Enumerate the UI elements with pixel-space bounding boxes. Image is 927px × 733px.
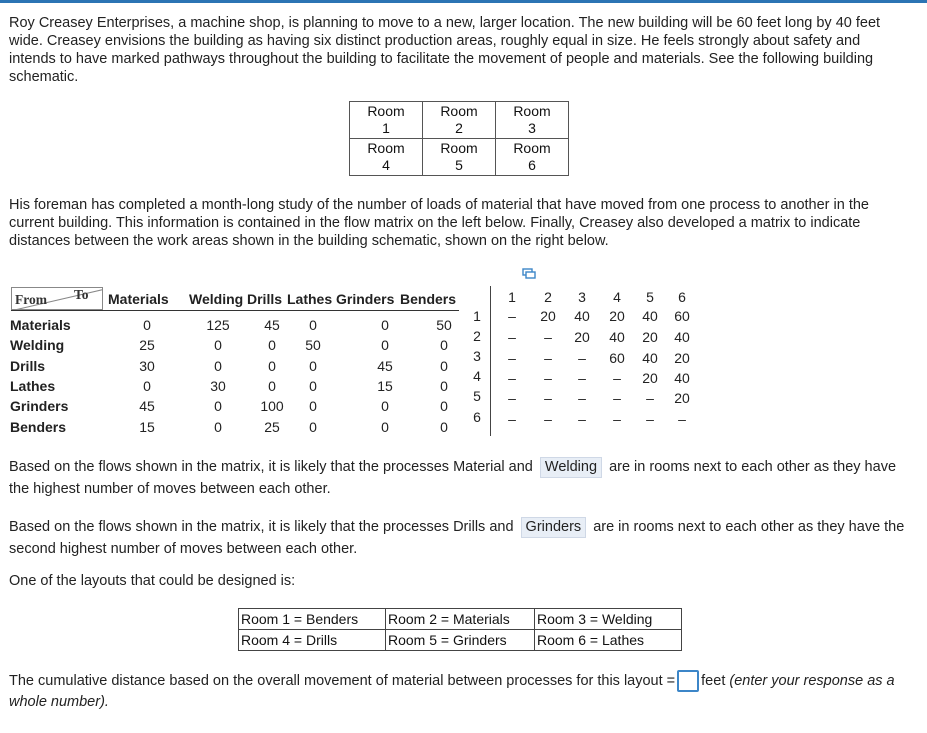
distance-cell: – [508,350,516,366]
layout-cell: Room 4 = Drills [239,630,386,651]
distance-cell: – [578,370,586,386]
schematic-room-1: Room 1 [350,102,423,139]
distance-cell: – [544,350,552,366]
distance-cell: – [508,370,516,386]
layout-cell: Room 3 = Welding [535,609,682,630]
distance-row-header: 4 [473,368,481,384]
statement-1 [9,456,914,500]
distance-cell: 20 [674,350,690,366]
flow-cell: 0 [381,317,389,333]
flow-cell: 0 [268,337,276,354]
distance-matrix [460,268,700,438]
flow-cell: 0 [309,377,317,394]
distance-cell: 20 [540,308,556,324]
building-schematic [349,101,569,176]
flow-col-header: Drills [247,291,283,307]
layout-table [238,608,682,651]
flow-cell: 0 [440,418,448,435]
flow-cell: 25 [139,337,155,354]
flow-row-header: Grinders [10,398,69,415]
flow-cell: 125 [206,317,230,333]
flow-cell: 0 [143,377,151,394]
distance-row-header: 5 [473,388,481,404]
distance-cell: – [508,329,516,345]
flow-cell: 0 [214,418,222,435]
flow-cell: 0 [381,398,389,415]
flow-row-header: Lathes [10,377,56,394]
distance-cell: 20 [574,329,590,345]
flow-row-header: Drills [10,357,46,374]
layout-cell: Room 5 = Grinders [386,630,535,651]
flow-cell: 45 [264,317,280,333]
flow-cell: 0 [268,357,276,374]
distance-col-header: 4 [613,289,621,305]
corner-from-label: From [15,292,47,307]
flow-cell: 0 [309,398,317,415]
distance-cell: 60 [609,350,625,366]
flow-col-header: Benders [400,291,457,307]
schematic-room-5: Room 5 [423,139,496,176]
layout-cell: Room 2 = Materials [386,609,535,630]
distance-cell: – [678,411,686,427]
distance-cell: – [544,370,552,386]
flow-cell: 0 [143,317,151,333]
statement-2-after: are in rooms next to each other as they have the second highest number of moves between each other. [9,519,905,557]
flow-cell: 100 [260,398,284,415]
cumulative-text: The cumulative distance based on the overall movement of material between processes for this layout = [9,672,676,689]
distance-col-header: 6 [678,289,686,305]
flow-cell: 0 [309,357,317,374]
distance-cell: 20 [642,329,658,345]
cumulative-unit: feet [701,672,726,689]
distance-cell: – [578,411,586,427]
distance-cell: 40 [642,350,658,366]
distance-cell: – [508,390,516,406]
distance-cell: 20 [642,370,658,386]
flow-cell: 25 [264,418,280,435]
distance-row-header: 3 [473,348,481,364]
flow-cell: 0 [309,418,317,435]
distance-cell: 40 [574,308,590,324]
flow-col-header: Materials [108,291,169,307]
copy-icon[interactable] [522,268,536,280]
distance-col-header: 1 [508,289,516,305]
statement-1-before: Based on the flows shown in the matrix, it is likely that the processes Material and [9,459,533,475]
cumulative-question [9,670,914,712]
corner-to-label: To [74,287,89,302]
flow-col-header: Grinders [336,291,395,307]
distance-cell: 20 [609,308,625,324]
flow-cell: 0 [440,337,448,354]
distance-cell: – [646,411,654,427]
flow-row-header: Materials [10,317,71,333]
flow-cell: 0 [381,418,389,435]
flow-cell: 0 [440,357,448,374]
top-accent-bar [0,0,927,3]
flow-col-header: Welding [189,291,244,307]
flow-header-divider [11,310,459,311]
distance-cell: 40 [609,329,625,345]
flow-cell: 45 [139,398,155,415]
flow-cell: 30 [139,357,155,374]
distance-cell: – [646,390,654,406]
statement-2-answer[interactable]: Grinders [521,517,587,538]
distance-cell: – [508,308,516,324]
schematic-room-6: Room 6 [496,139,569,176]
distance-cell: – [508,411,516,427]
schematic-room-2: Room 2 [423,102,496,139]
layout-cell: Room 6 = Lathes [535,630,682,651]
foreman-paragraph: His foreman has completed a month-long study of the number of loads of material that have moved from one process to another in the current building. This information is contained in the flow matrix on the left below. Finally, Creasey also developed a matrix to indicate distances between the work areas shown in the building schematic, shown on the right below. [9,197,869,249]
flow-cell: 50 [436,317,452,333]
layout-cell: Room 1 = Benders [239,609,386,630]
intro-paragraph: Roy Creasey Enterprises, a machine shop, is planning to move to a new, larger location. The new building will be 60 feet long by 40 feet wide. Creasey envisions the building as having six distinct production areas, roughly equal in size. He feels strongly about safety and intends to have marked pathways throughout the building to facilitate the movement of people and materials. See the following building schematic. [9,15,881,85]
flow-row-header: Benders [10,418,67,435]
distance-cell: 20 [674,390,690,406]
distance-cell: 40 [674,370,690,386]
flow-cell: 50 [305,337,321,354]
distance-row-header: 6 [473,409,481,425]
flow-cell: 0 [268,377,276,394]
distance-row-header: 1 [473,308,481,324]
flow-cell: 0 [214,337,222,354]
statement-1-answer[interactable]: Welding [540,457,602,478]
distance-cell: 40 [642,308,658,324]
distance-row-header: 2 [473,328,481,344]
flow-cell: 15 [377,377,393,394]
distance-col-header: 5 [646,289,654,305]
distance-cell: 60 [674,308,690,324]
distance-cell: 40 [674,329,690,345]
flow-cell: 0 [381,337,389,354]
cumulative-hint: (enter your response as a whole number). [9,672,895,710]
flow-col-header: Lathes [287,291,333,307]
distance-cell: – [613,390,621,406]
distance-col-header: 3 [578,289,586,305]
statement-2-before: Based on the flows shown in the matrix, it is likely that the processes Drills and [9,519,514,535]
distance-cell: – [578,350,586,366]
layout-intro: One of the layouts that could be designed is: [9,573,296,589]
flow-cell: 15 [139,418,155,435]
statement-2 [9,516,914,560]
distance-col-header: 2 [544,289,552,305]
distance-divider [490,286,491,436]
distance-cell: – [544,329,552,345]
distance-cell: – [544,390,552,406]
distance-cell: – [544,411,552,427]
distance-cell: – [613,370,621,386]
flow-cell: 0 [309,317,317,333]
flow-cell: 45 [377,357,393,374]
flow-cell: 30 [210,377,226,394]
flow-cell: 0 [440,377,448,394]
flow-cell: 0 [214,357,222,374]
flow-row-header: Welding [10,337,65,354]
distance-cell: – [613,411,621,427]
flow-matrix [9,285,459,437]
distance-cell: – [578,390,586,406]
schematic-room-3: Room 3 [496,102,569,139]
statement-1-after: are in rooms next to each other as they have the highest number of moves between each other. [9,459,897,497]
flow-cell: 0 [214,398,222,415]
flow-corner-header [11,287,103,310]
cumulative-distance-input[interactable] [677,670,699,692]
schematic-room-4: Room 4 [350,139,423,176]
flow-cell: 0 [440,398,448,415]
